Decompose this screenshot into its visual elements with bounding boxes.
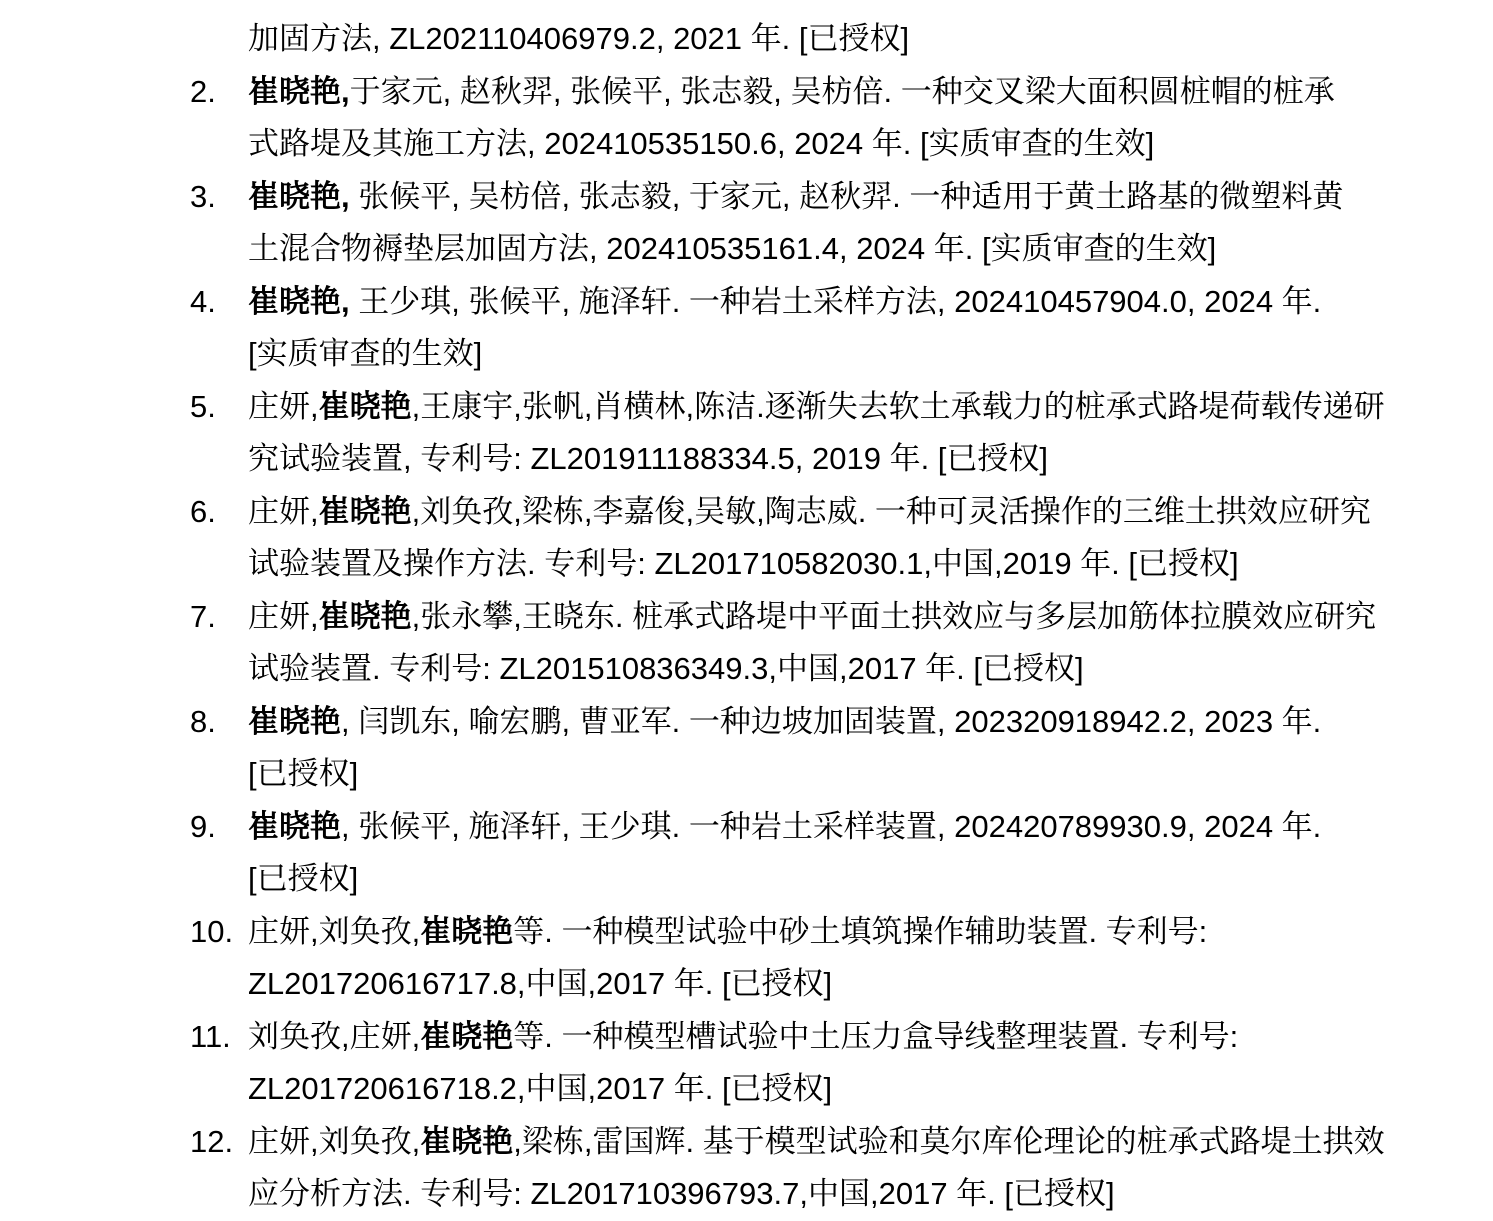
text-line [248, 381, 1493, 434]
item-content [248, 66, 1493, 171]
text-line [248, 223, 1493, 276]
item-text: ,刘奂孜,梁栋,李嘉俊,吴敏,陶志威. 一种可灵活操作的三维土拱效应研究 [411, 493, 1371, 529]
highlighted-author: 崔晓艳 [318, 388, 412, 424]
item-content [248, 276, 1493, 381]
item-text: ,王康宇,张帆,肖横林,陈洁.逐渐失去软土承载力的桩承式路堤荷载传递研 [411, 388, 1385, 424]
item-text: 应分析方法. 专利号: ZL201710396793.7,中国,2017 年. [已授权] [248, 1176, 1115, 1211]
item-content [248, 906, 1493, 1011]
item-number: 2. [190, 73, 216, 109]
text-line [248, 486, 1493, 539]
item-text: 庄妍,刘奂孜, [248, 1123, 421, 1159]
text-line [248, 328, 1493, 381]
item-number: 10. [190, 913, 234, 949]
item-text: [已授权] [248, 861, 359, 896]
item-content [248, 801, 1493, 906]
text-line [248, 538, 1493, 591]
item-text: [已授权] [248, 756, 359, 791]
list-item [0, 906, 1493, 1011]
item-number: 4. [190, 283, 216, 319]
highlighted-author: 崔晓艳, [248, 73, 350, 109]
text-line [248, 13, 1493, 66]
list-item [0, 381, 1493, 486]
text-line [248, 433, 1493, 486]
item-text: ZL201720616718.2,中国,2017 年. [已授权] [248, 1071, 833, 1106]
item-number: 3. [190, 178, 216, 214]
highlighted-author: 崔晓艳 [420, 1123, 514, 1159]
item-content [248, 696, 1493, 801]
item-text: 土混合物褥垫层加固方法, 202410535161.4, 2024 年. [实质审查的生效] [248, 231, 1217, 266]
text-line [248, 853, 1493, 906]
item-number: 12. [190, 1123, 234, 1159]
item-content [248, 486, 1493, 591]
highlighted-author: 崔晓艳 [420, 913, 514, 949]
highlighted-author: 崔晓艳 [318, 598, 412, 634]
highlighted-author: 崔晓艳, [248, 178, 350, 214]
text-line [248, 118, 1493, 171]
item-text: 加固方法, ZL202110406979.2, 2021 年. [已授权] [248, 21, 910, 56]
item-text: ,梁栋,雷国辉. 基于模型试验和莫尔库伦理论的桩承式路堤土拱效 [513, 1123, 1385, 1159]
list-item [0, 486, 1493, 591]
text-line [248, 171, 1493, 224]
item-text: 试验装置. 专利号: ZL201510836349.3,中国,2017 年. [已授权] [248, 651, 1084, 686]
text-line [248, 906, 1493, 959]
item-text: , 闫凯东, 喻宏鹏, 曹亚军. 一种边坡加固装置, 202320918942.2, 2023 年. [341, 703, 1322, 739]
list-item [0, 171, 1493, 276]
text-line [248, 696, 1493, 749]
text-line [248, 1168, 1493, 1221]
item-text: 试验装置及操作方法. 专利号: ZL201710582030.1,中国,2019 年. [已授权] [248, 546, 1239, 581]
item-text: 等. 一种模型槽试验中土压力盒导线整理装置. 专利号: [513, 1018, 1239, 1054]
highlighted-author: 崔晓艳 [420, 1018, 514, 1054]
item-number: 9. [190, 808, 216, 844]
highlighted-author: 崔晓艳, [248, 283, 350, 319]
list-item [0, 1116, 1493, 1221]
item-text: ,张永攀,王晓东. 桩承式路堤中平面土拱效应与多层加筋体拉膜效应研究 [411, 598, 1377, 634]
list-item [0, 591, 1493, 696]
item-content [248, 1011, 1493, 1116]
highlighted-author: 崔晓艳 [248, 808, 341, 844]
item-text: 庄妍, [248, 493, 319, 529]
item-text: , 张候平, 施泽轩, 王少琪. 一种岩土采样装置, 202420789930.9, 2024 年. [341, 808, 1322, 844]
list-item [0, 696, 1493, 801]
item-text: 式路堤及其施工方法, 202410535150.6, 2024 年. [实质审查的生效] [248, 126, 1155, 161]
text-line [248, 591, 1493, 644]
item-text: 庄妍, [248, 388, 319, 424]
item-content [248, 1116, 1493, 1221]
item-content [248, 171, 1493, 276]
list-item [0, 66, 1493, 171]
item-number: 6. [190, 493, 216, 529]
item-number: 7. [190, 598, 216, 634]
list-item [0, 13, 1493, 66]
item-text: ZL201720616717.8,中国,2017 年. [已授权] [248, 966, 833, 1001]
list-item [0, 801, 1493, 906]
item-text: 于家元, 赵秋羿, 张候平, 张志毅, 吴枋倍. 一种交叉梁大面积圆桩帽的桩承 [349, 73, 1335, 109]
item-text: 庄妍, [248, 598, 319, 634]
item-content [248, 381, 1493, 486]
text-line [248, 801, 1493, 854]
highlighted-author: 崔晓艳 [318, 493, 412, 529]
list-item [0, 1011, 1493, 1116]
text-line [248, 643, 1493, 696]
text-line [248, 276, 1493, 329]
item-number: 5. [190, 388, 216, 424]
item-text: 刘奂孜,庄妍, [248, 1018, 421, 1054]
highlighted-author: 崔晓艳 [248, 703, 341, 739]
item-content [248, 13, 1493, 66]
text-line [248, 1011, 1493, 1064]
item-text: 等. 一种模型试验中砂土填筑操作辅助装置. 专利号: [513, 913, 1208, 949]
text-line [248, 748, 1493, 801]
item-number: 11. [190, 1018, 231, 1054]
text-line [248, 958, 1493, 1011]
item-text: 究试验装置, 专利号: ZL201911188334.5, 2019 年. [已授权] [248, 441, 1049, 476]
list-item [0, 276, 1493, 381]
text-line [248, 1116, 1493, 1169]
item-text: 庄妍,刘奂孜, [248, 913, 421, 949]
item-text: [实质审查的生效] [248, 336, 483, 371]
text-line [248, 1063, 1493, 1116]
item-content [248, 591, 1493, 696]
item-text: 张候平, 吴枋倍, 张志毅, 于家元, 赵秋羿. 一种适用于黄土路基的微塑料黄 [349, 178, 1344, 214]
item-number: 8. [190, 703, 216, 739]
item-text: 王少琪, 张候平, 施泽轩. 一种岩土采样方法, 202410457904.0, 2024 年. [349, 283, 1322, 319]
text-line [248, 66, 1493, 119]
